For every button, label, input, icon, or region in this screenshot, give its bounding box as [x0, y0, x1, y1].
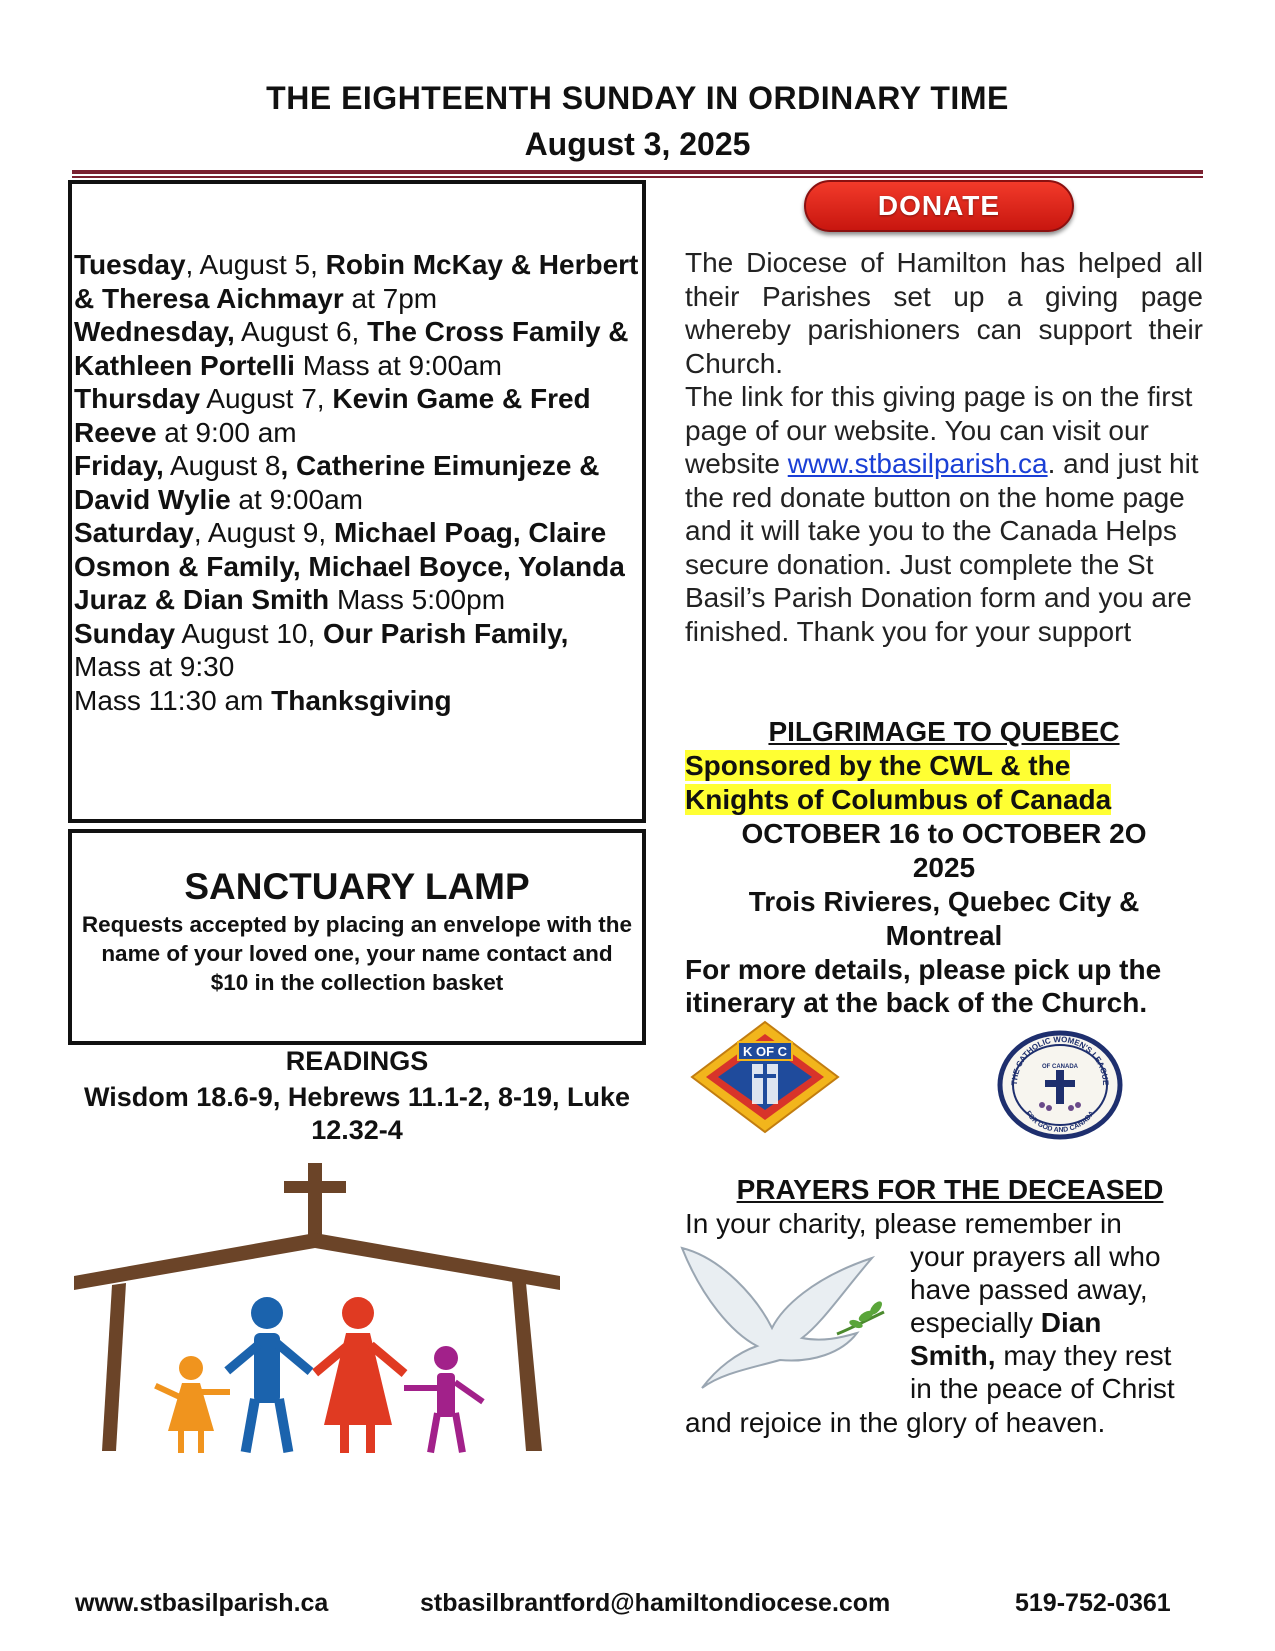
family-figure-orange: [154, 1356, 230, 1453]
sanctuary-lamp-text: Requests accepted by placing an envelope with the name of your loved one, your name contact and $10 in the collection basket: [81, 912, 633, 995]
donate-button[interactable]: DONATE: [804, 180, 1074, 232]
family-figure-blue: [224, 1297, 313, 1453]
church-wall-right: [512, 1281, 542, 1451]
mass-intention: Friday, August 8, Catherine Eimunjeze & David Wylie at 9:00am: [74, 450, 600, 515]
cwl-logo: [995, 1030, 1125, 1140]
readings-text: Wisdom 18.6-9, Hebrews 11.1-2, 8-19, Luke 12.32-4: [84, 1082, 630, 1145]
svg-text:K OF C: K OF C: [742, 1044, 788, 1059]
footer-email[interactable]: stbasilbrantford@hamiltondiocese.com: [420, 1589, 891, 1617]
pilgrimage-details: For more details, please pick up the itinerary at the back of the Church.: [685, 954, 1162, 1018]
mass-intention: Wednesday, August 6, The Cross Family & Kathleen Portelli Mass at 9:00am: [74, 316, 629, 381]
mass-intentions-list: [74, 248, 640, 717]
bulletin-title: THE EIGHTEENTH SUNDAY IN ORDINARY TIME: [266, 80, 1009, 116]
footer-phone: 519-752-0361: [1015, 1589, 1171, 1617]
church-wall-left: [102, 1283, 126, 1451]
prayers-text: your prayers all who have passed away, especially Dian Smith, may they rest in the peace of Christ: [910, 1241, 1175, 1404]
prayers-line-last: and rejoice in the glory of heaven.: [685, 1407, 1106, 1438]
svg-text:FOR GOD AND CANADA: FOR GOD AND CANADA: [1024, 1109, 1096, 1135]
bulletin-date: August 3, 2025: [524, 126, 751, 162]
mass-intention: Thursday August 7, Kevin Game & Fred Reeve at 9:00 am: [74, 383, 591, 448]
family-figure-red: [312, 1297, 407, 1453]
deceased-name: Dian: [1040, 1307, 1102, 1338]
donate-paragraph: The Diocese of Hamilton has helped all their Parishes set up a giving page whereby parishioners can support their Church.: [685, 247, 1203, 379]
family-church-illustration: [74, 1163, 594, 1473]
mass-intention: Saturday, August 9, Michael Poag, Claire Osmon & Family, Michael Boyce, Yolanda Juraz & Dian Smith Mass 5:00pm: [74, 517, 625, 615]
prayers-line: In your charity, please remember in: [685, 1208, 1122, 1239]
prayers-title: PRAYERS FOR THE DECEASED: [736, 1174, 1164, 1205]
sanctuary-lamp-title: SANCTUARY LAMP: [184, 866, 530, 907]
mass-intention: Sunday August 10, Our Parish Family, Mass at 9:30: [74, 617, 569, 682]
header-rule: [72, 170, 1203, 174]
family-figure-purple: [404, 1346, 485, 1453]
pilgrimage-title: PILGRIMAGE TO QUEBEC: [768, 716, 1120, 747]
header-rule-thin: [72, 176, 1203, 178]
church-roof: [74, 1233, 560, 1290]
readings-title: READINGS: [285, 1046, 429, 1076]
svg-text:OF CANADA: OF CANADA: [1042, 1064, 1078, 1070]
kofc-logo: [690, 1020, 840, 1134]
svg-text:THE CATHOLIC WOMEN'S LEAGUE: THE CATHOLIC WOMEN'S LEAGUE: [1009, 1034, 1111, 1086]
cross-icon: [308, 1163, 322, 1241]
footer-website[interactable]: www.stbasilparish.ca: [75, 1589, 329, 1617]
donate-paragraph-link: The link for this giving page is on the first page of our website. You can visit our website www.stbasilparish.ca. and just hit the red donate button on the home page and it will take you to the Canada Helps secure donation. Just complete the St Basil’s Parish Donation form and you are finished. Thank you for your support: [685, 381, 1199, 647]
mass-intention: Tuesday, August 5, Robin McKay & Herbert & Theresa Aichmayr at 7pm: [74, 249, 639, 314]
pilgrimage-dates: OCTOBER 16 to OCTOBER 2O 2025 Trois Rivieres, Quebec City & Montreal: [741, 818, 1147, 951]
website-link[interactable]: www.stbasilparish.ca: [787, 448, 1048, 479]
pilgrimage-sponsors: Sponsored by the CWL & the Knights of Columbus of Canada: [685, 750, 1112, 815]
mass-intention: Mass 11:30 am Thanksgiving: [74, 684, 452, 716]
dove-icon: [662, 1238, 892, 1393]
donate-text: [685, 246, 1203, 648]
